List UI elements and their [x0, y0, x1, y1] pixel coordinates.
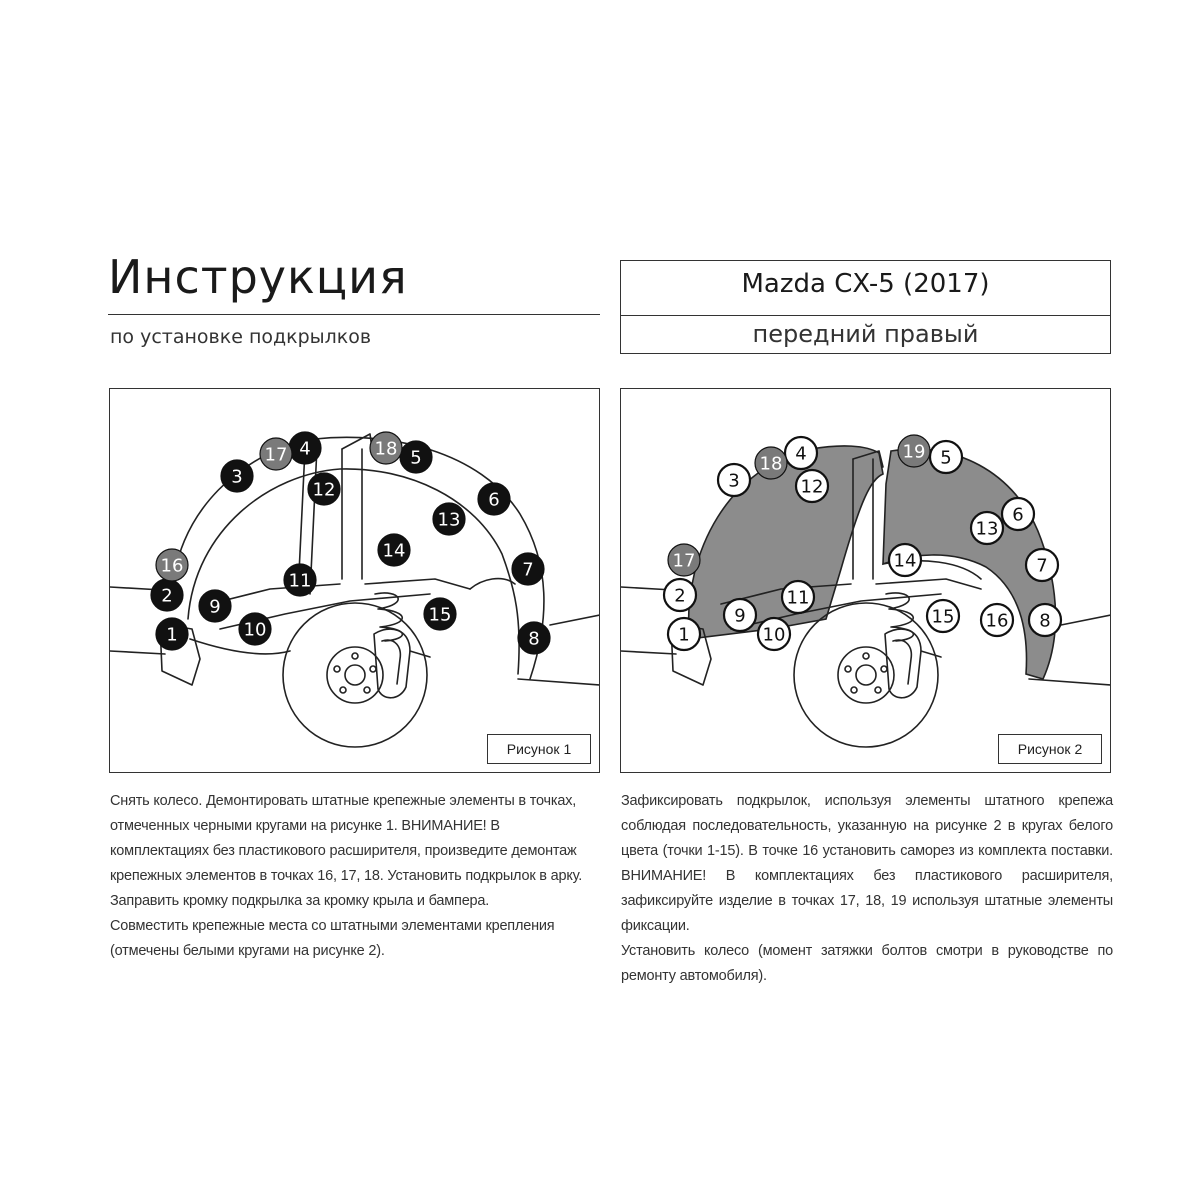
figure-1-marker-10: [239, 613, 271, 645]
figure-2-marker-3: [718, 464, 750, 496]
instructions-left-paragraph: Снять колесо. Демонтировать штатные крепежные элементы в точках, отмеченных черными кругами на рисунке 1. ВНИМАНИЕ! В комплектациях без пластикового расширителя, произведите демонтаж крепежных элементов в точках 16, 17, 18. Установить подкрылок в арку. Заправить кромку подкрылка за кромку крыла и бампера.: [110, 793, 583, 909]
figure-1-marker-label: 2: [161, 585, 173, 607]
figure-2-marker-5: [930, 441, 962, 473]
figure-2-marker-label: 15: [931, 606, 955, 628]
model-box: [620, 260, 1111, 354]
figure-2-marker-19: [898, 435, 930, 467]
page-title: Инструкция: [108, 250, 408, 304]
figure-1-marker-label: 8: [528, 628, 540, 650]
instructions-right-paragraph: Установить колесо (момент затяжки болтов смотри в руководстве по ремонту автомобиля).: [621, 943, 1113, 984]
figure-1-drawing: [110, 389, 600, 773]
figure-2-marker-2: [664, 579, 696, 611]
figure-1-marker-3: [221, 460, 253, 492]
figure-2-marker-label: 8: [1039, 610, 1051, 632]
model-name: Mazda CX-5 (2017): [741, 269, 990, 299]
figure-1-marker-label: 6: [488, 489, 500, 511]
model-side: передний правый: [752, 320, 979, 348]
figure-1-marker-17: [260, 438, 292, 470]
figure-2: [620, 388, 1111, 773]
figure-1-marker-label: 18: [374, 438, 398, 460]
figure-2-marker-label: 9: [734, 605, 746, 627]
figure-1-marker-9: [199, 590, 231, 622]
figure-2-marker-13: [971, 512, 1003, 544]
figure-1-caption: Рисунок 1: [487, 734, 591, 764]
figure-1-marker-7: [512, 553, 544, 585]
figure-1-marker-label: 17: [264, 444, 288, 466]
figure-1-marker-11: [284, 564, 316, 596]
figure-1-marker-label: 15: [428, 604, 452, 626]
figure-2-marker-label: 7: [1036, 555, 1048, 577]
figure-1-marker-18: [370, 432, 402, 464]
figure-2-marker-label: 19: [902, 441, 926, 463]
figure-1-marker-label: 12: [312, 479, 336, 501]
figure-2-marker-7: [1026, 549, 1058, 581]
figure-1-marker-label: 4: [299, 438, 311, 460]
figure-1-marker-16: [156, 549, 188, 581]
figure-2-marker-label: 2: [674, 585, 686, 607]
figure-1-marker-label: 13: [437, 509, 461, 531]
figure-2-marker-15: [927, 600, 959, 632]
figure-1-marker-label: 14: [382, 540, 406, 562]
figure-2-marker-label: 17: [672, 550, 696, 572]
figure-1-marker-5: [400, 441, 432, 473]
figure-1-marker-15: [424, 598, 456, 630]
figure-2-marker-16: [981, 604, 1013, 636]
figure-1-marker-label: 7: [522, 559, 534, 581]
figure-2-marker-14: [889, 544, 921, 576]
page-subtitle: по установке подкрылков: [110, 326, 372, 348]
instructions-left-paragraph: Совместить крепежные места со штатными элементами крепления (отмечены белыми кругами на рисунке 2).: [110, 918, 555, 959]
figure-2-marker-18: [755, 447, 787, 479]
figure-2-marker-1: [668, 618, 700, 650]
figure-2-marker-label: 14: [893, 550, 917, 572]
figure-2-marker-12: [796, 470, 828, 502]
figure-2-marker-6: [1002, 498, 1034, 530]
figure-1-marker-label: 9: [209, 596, 221, 618]
model-divider: [621, 315, 1110, 316]
figure-1-marker-label: 10: [243, 619, 267, 641]
figure-1-marker-6: [478, 483, 510, 515]
instructions-left: [110, 789, 602, 964]
instructions-right: [621, 789, 1113, 989]
figure-2-marker-4: [785, 437, 817, 469]
figure-2-marker-label: 16: [985, 610, 1009, 632]
figure-2-marker-label: 10: [762, 624, 786, 646]
figure-1-marker-4: [289, 432, 321, 464]
figure-1: [109, 388, 600, 773]
figure-2-marker-label: 13: [975, 518, 999, 540]
figure-1-markers: [151, 432, 550, 654]
figure-2-marker-17: [668, 544, 700, 576]
figure-2-marker-11: [782, 581, 814, 613]
figure-1-marker-2: [151, 579, 183, 611]
figure-2-marker-label: 3: [728, 470, 740, 492]
figure-2-caption: Рисунок 2: [998, 734, 1102, 764]
figure-1-marker-8: [518, 622, 550, 654]
figure-2-marker-label: 5: [940, 447, 952, 469]
figure-2-marker-label: 4: [795, 443, 807, 465]
figure-1-marker-label: 3: [231, 466, 243, 488]
figure-1-marker-12: [308, 473, 340, 505]
figure-2-marker-label: 1: [678, 624, 690, 646]
figure-2-marker-label: 6: [1012, 504, 1024, 526]
figure-2-drawing: [621, 389, 1111, 773]
liner-front-section: [688, 443, 883, 639]
figure-2-marker-9: [724, 599, 756, 631]
instructions-right-paragraph: Зафиксировать подкрылок, используя элементы штатного крепежа соблюдая последовательность, указанную на рисунке 2 в кругах белого цвета (точки 1-15). В точке 16 установить саморез из комплекта поставки. ВНИМАНИЕ! В комплектациях без пластикового расширителя, зафиксируйте изделие в точках 17, 18, 19 используя штатные элементы фиксации.: [621, 793, 1113, 934]
figure-1-marker-13: [433, 503, 465, 535]
figure-2-marker-10: [758, 618, 790, 650]
figure-1-marker-14: [378, 534, 410, 566]
figure-1-marker-label: 5: [410, 447, 422, 469]
figure-1-marker-1: [156, 618, 188, 650]
figure-1-marker-label: 11: [288, 570, 312, 592]
figure-1-marker-label: 1: [166, 624, 178, 646]
figure-2-marker-8: [1029, 604, 1061, 636]
figure-2-marker-label: 18: [759, 453, 783, 475]
figure-2-marker-label: 12: [800, 476, 824, 498]
figure-1-marker-label: 16: [160, 555, 184, 577]
title-divider: [108, 314, 600, 315]
figure-2-marker-label: 11: [786, 587, 810, 609]
